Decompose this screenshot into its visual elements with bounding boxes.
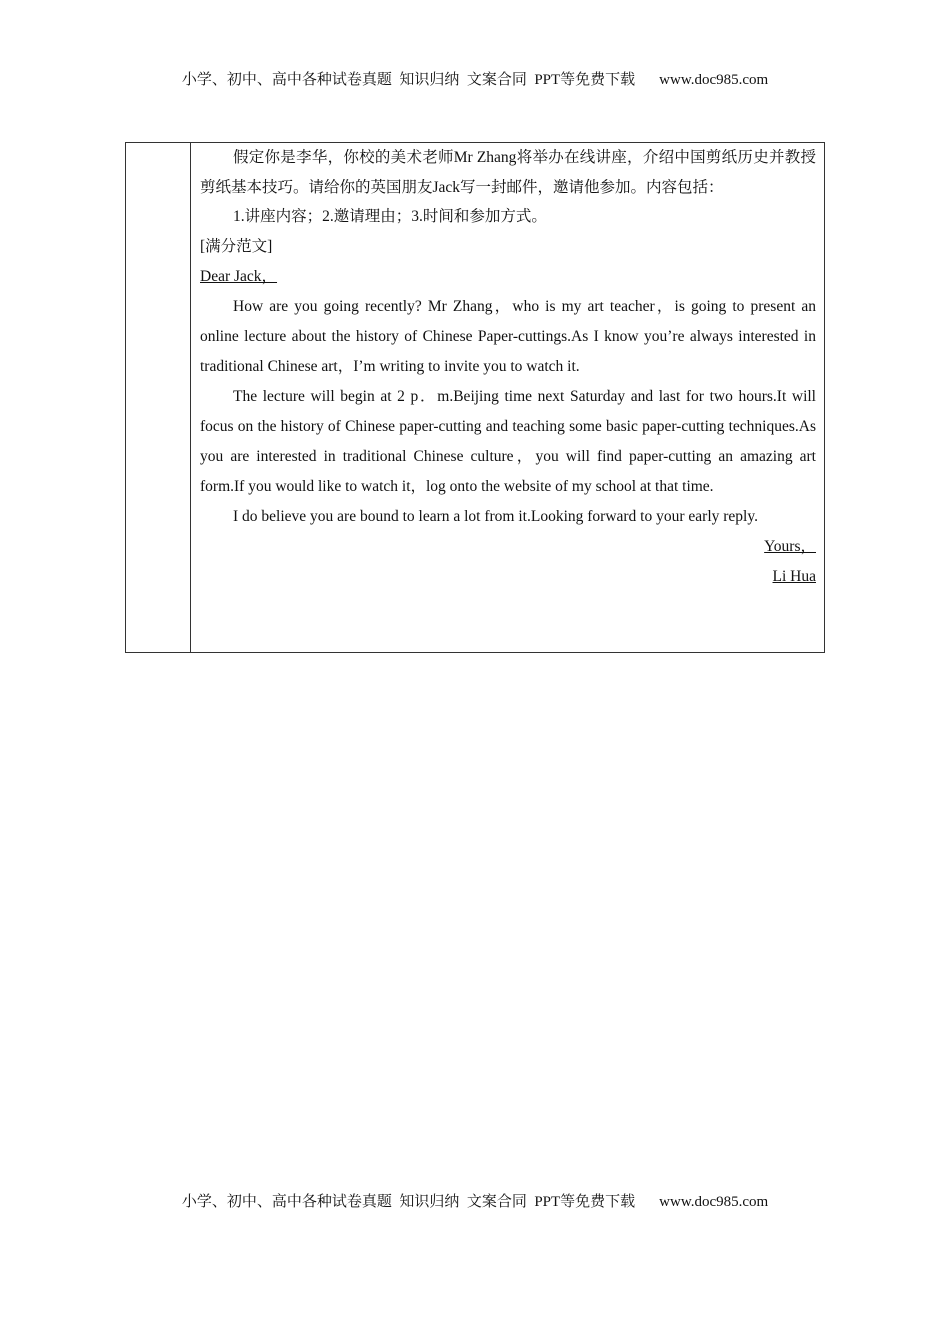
letter-signature xyxy=(200,562,816,592)
table-left-cell xyxy=(126,143,191,652)
letter-greeting xyxy=(200,262,816,292)
page-footer xyxy=(0,1190,950,1211)
footer-text: 小学、初中、高中各种试卷真题 知识归纳 文案合同 PPT等免费下载 xyxy=(181,1194,636,1210)
header-site: www.doc985.com xyxy=(659,72,769,88)
letter-paragraph: How are you going recently? Mr Zhang，who is my art teacher，is going to present an online lecture about the history of Chinese Paper-cuttings.As I know you’re always interested in traditional Chinese art，I’m writing to invite you to watch it. xyxy=(200,298,816,375)
closing-text: Yours， xyxy=(764,538,816,555)
footer-site: www.doc985.com xyxy=(659,1194,769,1210)
header-text: 小学、初中、高中各种试卷真题 知识归纳 文案合同 PPT等免费下载 xyxy=(181,72,636,88)
page-header xyxy=(0,68,950,89)
table-content-cell xyxy=(191,143,824,652)
task-points: 1.讲座内容；2.邀请理由；3.时间和参加方式。 xyxy=(233,208,547,225)
greeting-text: Dear Jack， xyxy=(200,268,278,285)
signature-text: Li Hua xyxy=(772,568,816,585)
content-table xyxy=(125,142,825,653)
letter-closing xyxy=(200,532,816,562)
letter-paragraph: The lecture will begin at 2 p．m.Beijing time next Saturday and last for two hours.It will focus on the history of Chinese paper-cutting and teaching some basic paper-cutting techniques.As you are interested in traditional Chinese culture，you will find paper-cutting an amazing art form.If you would like to watch it，log onto the website of my school at that time. xyxy=(200,388,816,495)
task-prompt: 假定你是李华，你校的美术老师Mr Zhang将举办在线讲座，介绍中国剪纸历史并教授剪纸基本技巧。请给你的英国朋友Jack写一封邮件，邀请他参加。内容包括： xyxy=(200,149,816,196)
essay-label: [满分范文] xyxy=(200,238,273,255)
letter-paragraph: I do believe you are bound to learn a lot from it.Looking forward to your early reply. xyxy=(233,508,758,525)
